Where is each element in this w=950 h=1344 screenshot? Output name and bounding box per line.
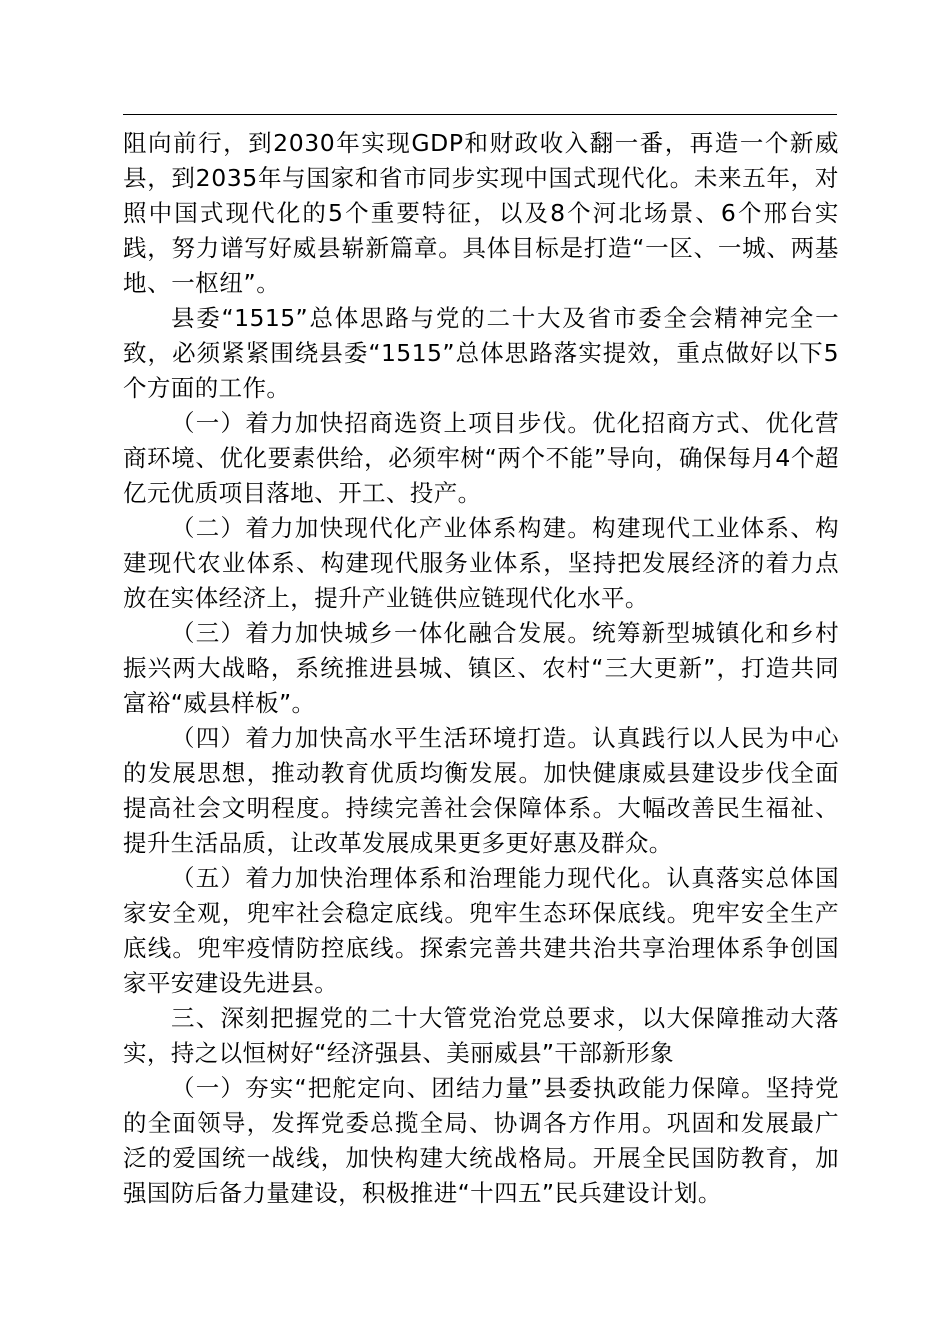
section-heading-3: 三、深刻把握党的二十大管党治党总要求，以大保障推动大落实，持之以恒树好“经济强县、美丽威县”干部新形象: [123, 1004, 839, 1067]
paragraph-item-5-governance: （五）着力加快治理体系和治理能力现代化。认真落实总体国家安全观，兜牢社会稳定底线。兜牢生态环保底线。兜牢安全生产底线。兜牢疫情防控底线。探索完善共建共治共享治理体系争创国家平安建设先进县。: [123, 864, 839, 997]
paragraph-item-1-investment: （一）着力加快招商选资上项目步伐。优化招商方式、优化营商环境、优化要素供给，必须牢树“两个不能”导向，确保每月4个超亿元优质项目落地、开工、投产。: [123, 409, 839, 507]
paragraph-item-3-urban-rural: （三）着力加快城乡一体化融合发展。统筹新型城镇化和乡村振兴两大战略，系统推进县城、镇区、农村“三大更新”，打造共同富裕“威县样板”。: [123, 619, 839, 717]
paragraph-item-4-living: （四）着力加快高水平生活环境打造。认真践行以人民为中心的发展思想，推动教育优质均衡发展。加快健康威县建设步伐全面提高社会文明程度。持续完善社会保障体系。大幅改善民生福祉、提升生活品质，让改革发展成果更多更好惠及群众。: [123, 724, 839, 857]
paragraph-continuation: 阻向前行，到2030年实现GDP和财政收入翻一番，再造一个新威县，到2035年与国家和省市同步实现中国式现代化。未来五年，对照中国式现代化的5个重要特征，以及8个河北场景、6个邢台实践，努力谱写好威县崭新篇章。具体目标是打造“一区、一城、两基地、一枢纽”。: [123, 129, 839, 297]
paragraph-item-2-industry: （二）着力加快现代化产业体系构建。构建现代工业体系、构建现代农业体系、构建现代服务业体系，坚持把发展经济的着力点放在实体经济上，提升产业链供应链现代化水平。: [123, 514, 839, 612]
document-body: [123, 126, 839, 1211]
paragraph-overall-approach: 县委“1515”总体思路与党的二十大及省市委全会精神完全一致，必须紧紧围绕县委“1515”总体思路落实提效，重点做好以下5个方面的工作。: [123, 304, 839, 402]
header-rule: [123, 114, 837, 115]
paragraph-section-3-item-1: （一）夯实“把舵定向、团结力量”县委执政能力保障。坚持党的全面领导，发挥党委总揽全局、协调各方作用。巩固和发展最广泛的爱国统一战线，加快构建大统战格局。开展全民国防教育，加强国防后备力量建设，积极推进“十四五”民兵建设计划。: [123, 1074, 839, 1207]
